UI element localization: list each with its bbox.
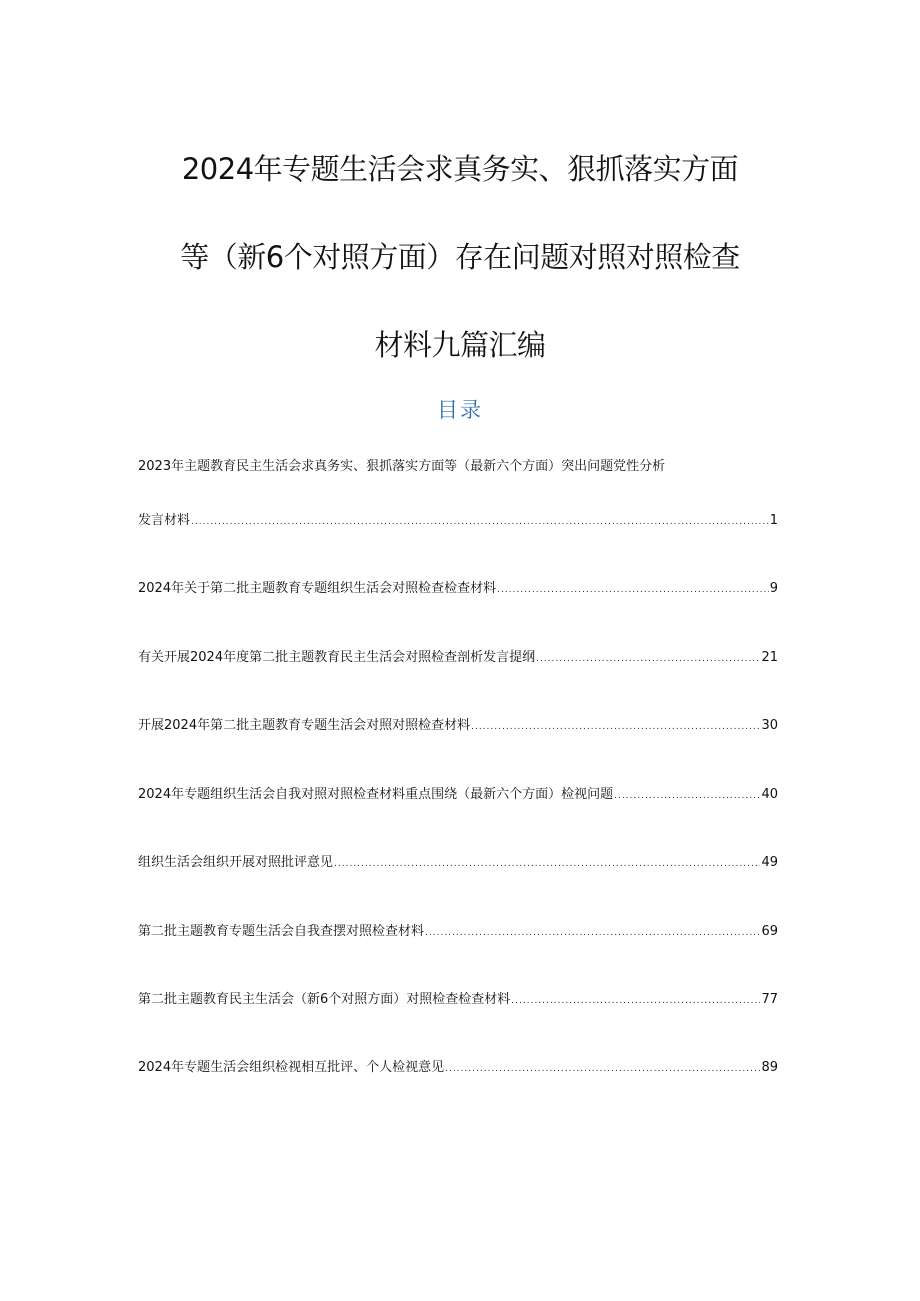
dot-leader: [191, 513, 769, 531]
toc-entry-9[interactable]: [138, 1059, 778, 1078]
toc-page-number: 9: [769, 581, 778, 596]
toc-entry-7[interactable]: [138, 923, 778, 942]
dot-leader: [445, 1060, 760, 1078]
title-line-1: 2024年专题生活会求真务实、狠抓落实方面: [181, 152, 739, 186]
toc-entry-6[interactable]: [138, 854, 778, 873]
toc-entry-text: 发言材料: [138, 513, 191, 528]
toc-page-number: 21: [761, 650, 778, 665]
toc-page-number: 1: [769, 513, 778, 528]
toc-entry-5[interactable]: [138, 786, 778, 805]
title-line-3: 材料九篇汇编: [374, 328, 546, 362]
dot-leader: [471, 718, 760, 736]
toc-entry-text: 2023年主题教育民主生活会求真务实、狠抓落实方面等（最新六个方面）突出问题党性分析: [138, 459, 666, 474]
toc-page-number: 49: [761, 855, 778, 870]
toc-entry-text: 2024年关于第二批主题教育专题组织生活会对照检查检查材料: [138, 581, 497, 596]
dot-leader: [614, 787, 760, 805]
toc-page-number: 40: [761, 787, 778, 802]
toc-entry-1-first-line[interactable]: [138, 458, 778, 476]
toc-page-number: 69: [761, 924, 778, 939]
toc-entry-text: 组织生活会组织开展对照批评意见: [138, 855, 334, 870]
dot-leader: [334, 855, 760, 873]
dot-leader: [425, 924, 760, 942]
toc-entry-text: 第二批主题教育专题生活会自我查摆对照检查材料: [138, 924, 425, 939]
dot-leader: [511, 992, 760, 1010]
dot-leader: [497, 581, 769, 599]
document-title: [100, 125, 820, 389]
toc-entry-4[interactable]: [138, 717, 778, 736]
toc-page-number: 77: [761, 992, 778, 1007]
toc-page-number: 30: [761, 718, 778, 733]
toc-entry-text: 开展2024年第二批主题教育专题生活会对照对照检查材料: [138, 718, 471, 733]
toc-entry-8[interactable]: [138, 991, 778, 1010]
toc-entry-2[interactable]: [138, 580, 778, 599]
toc-entry-3[interactable]: [138, 649, 778, 668]
title-line-2: 等（新6个对照方面）存在问题对照对照检查: [180, 240, 740, 274]
dot-leader: [536, 650, 760, 668]
toc-entry-text: 有关开展2024年度第二批主题教育民主生活会对照检查剖析发言提纲: [138, 650, 536, 665]
toc-page-number: 89: [761, 1060, 778, 1075]
toc-heading: 目录: [437, 398, 483, 422]
toc-entry-text: 2024年专题生活会组织检视相互批评、个人检视意见: [138, 1060, 445, 1075]
toc-entry-1[interactable]: [138, 512, 778, 531]
toc-entry-text: 第二批主题教育民主生活会（新6个对照方面）对照检查检查材料: [138, 992, 511, 1007]
toc-entry-text: 2024年专题组织生活会自我对照对照检查材料重点围绕（最新六个方面）检视问题: [138, 787, 614, 802]
